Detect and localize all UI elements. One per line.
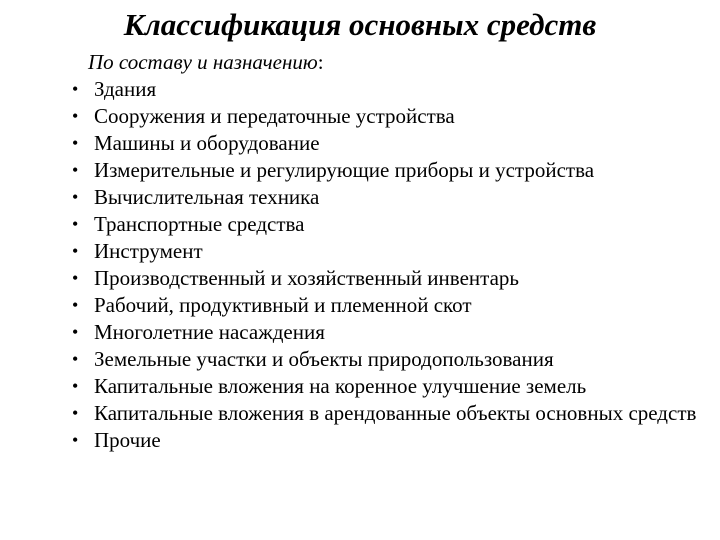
bullet-icon: • (72, 241, 79, 261)
list-item (72, 212, 712, 236)
bullet-icon: • (72, 322, 79, 342)
list-item-text: Многолетние насаждения (94, 320, 325, 344)
list-item-text: Машины и оборудование (94, 131, 320, 155)
bullet-icon: • (72, 133, 79, 153)
bullet-icon: • (72, 349, 79, 369)
bullet-icon: • (72, 268, 79, 288)
bullet-icon: • (72, 376, 79, 396)
list-item (72, 293, 712, 317)
list-item (72, 239, 712, 263)
list-item-text: Капитальные вложения на коренное улучшение земель (94, 374, 587, 398)
bullet-icon: • (72, 214, 79, 234)
list-item (72, 158, 712, 182)
bullet-icon: • (72, 187, 79, 207)
bullet-icon: • (72, 403, 79, 423)
bullet-icon: • (72, 106, 79, 126)
list-item (72, 401, 712, 425)
list-item (72, 347, 712, 371)
list-item-text: Сооружения и передаточные устройства (94, 104, 455, 128)
list-item (72, 374, 712, 398)
list-item (72, 266, 712, 290)
bullet-icon: • (72, 79, 79, 99)
slide-title: Классификация основных средств (123, 7, 597, 42)
list-item (72, 320, 712, 344)
list-item (72, 77, 712, 101)
list-item (72, 104, 712, 128)
subtitle-colon: : (317, 50, 324, 74)
list-item-text: Вычислительная техника (94, 185, 320, 209)
list-item (72, 185, 712, 209)
list-item-text: Рабочий, продуктивный и племенной скот (94, 293, 472, 317)
bullet-icon: • (72, 295, 79, 315)
list-item-text: Земельные участки и объекты природопользования (94, 347, 554, 371)
list-item (72, 131, 712, 155)
bullet-icon: • (72, 160, 79, 180)
list-item-text: Производственный и хозяйственный инвентарь (94, 266, 519, 290)
bullet-icon: • (72, 430, 79, 450)
list-item-text: Капитальные вложения в арендованные объекты основных средств (94, 401, 697, 425)
list-item-text: Измерительные и регулирующие приборы и устройства (94, 158, 595, 182)
list-item-text: Инструмент (94, 239, 203, 263)
classification-subtitle (88, 50, 324, 75)
asset-category-list (72, 77, 712, 455)
list-item-text: Прочие (94, 428, 161, 452)
subtitle-text: По составу и назначению (88, 50, 318, 74)
list-item-text: Транспортные средства (94, 212, 305, 236)
list-item-text: Здания (94, 77, 157, 101)
list-item (72, 428, 712, 452)
